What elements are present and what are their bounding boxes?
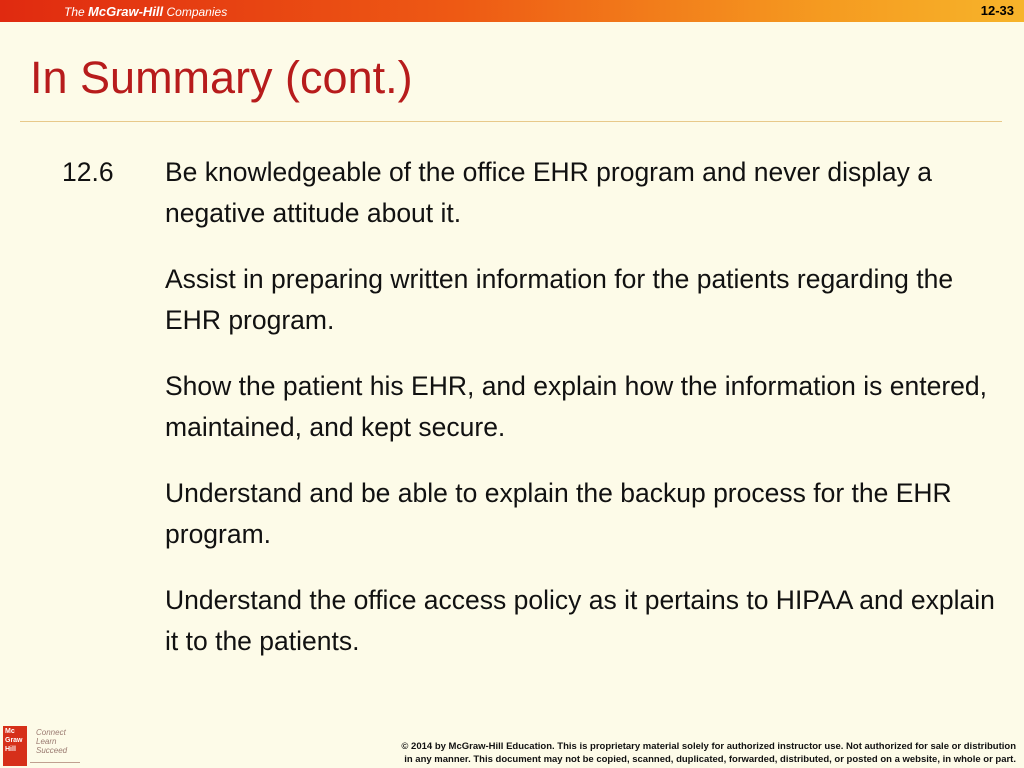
logo-line: Hill	[5, 746, 16, 753]
company-brand	[64, 4, 227, 19]
item-text: Understand the office access policy as it pertains to HIPAA and explain it to the patients.	[165, 585, 995, 656]
brand-name: McGraw-Hill	[88, 4, 164, 19]
logo-line: Graw	[5, 737, 23, 744]
brand-prefix: The	[64, 5, 85, 19]
mcgraw-hill-logo	[3, 726, 27, 766]
tagline-word: Learn	[36, 737, 57, 746]
tagline	[36, 728, 67, 755]
item-text: Be knowledgeable of the office EHR program and never display a negative attitude about it.	[165, 157, 932, 228]
slide-title: In Summary (cont.)	[30, 52, 413, 103]
slide-number: 12-33	[980, 3, 1014, 18]
footer-divider	[30, 762, 80, 763]
item-text: Understand and be able to explain the backup process for the EHR program.	[165, 478, 952, 549]
item-text: Show the patient his EHR, and explain how the information is entered, maintained, and kept secure.	[165, 371, 987, 442]
tagline-word: Succeed	[36, 746, 68, 755]
logo-line: Mc	[5, 728, 15, 735]
copyright-line: in any manner. This document may not be copied, scanned, duplicated, forwarded, distributed, or posted on a website, in whole or part.	[404, 754, 1016, 765]
item-text: Assist in preparing written information for the patients regarding the EHR program.	[165, 264, 954, 335]
title-divider	[20, 121, 1002, 122]
objective-number: 12.6	[62, 157, 114, 187]
header-bar	[0, 0, 1024, 22]
tagline-word: Connect	[36, 728, 66, 737]
brand-suffix: Companies	[166, 5, 228, 19]
copyright-line: © 2014 by McGraw-Hill Education. This is proprietary material solely for authorized instructor use. Not authorized for sale or distribution	[401, 741, 1016, 752]
copyright-notice	[310, 740, 1016, 766]
